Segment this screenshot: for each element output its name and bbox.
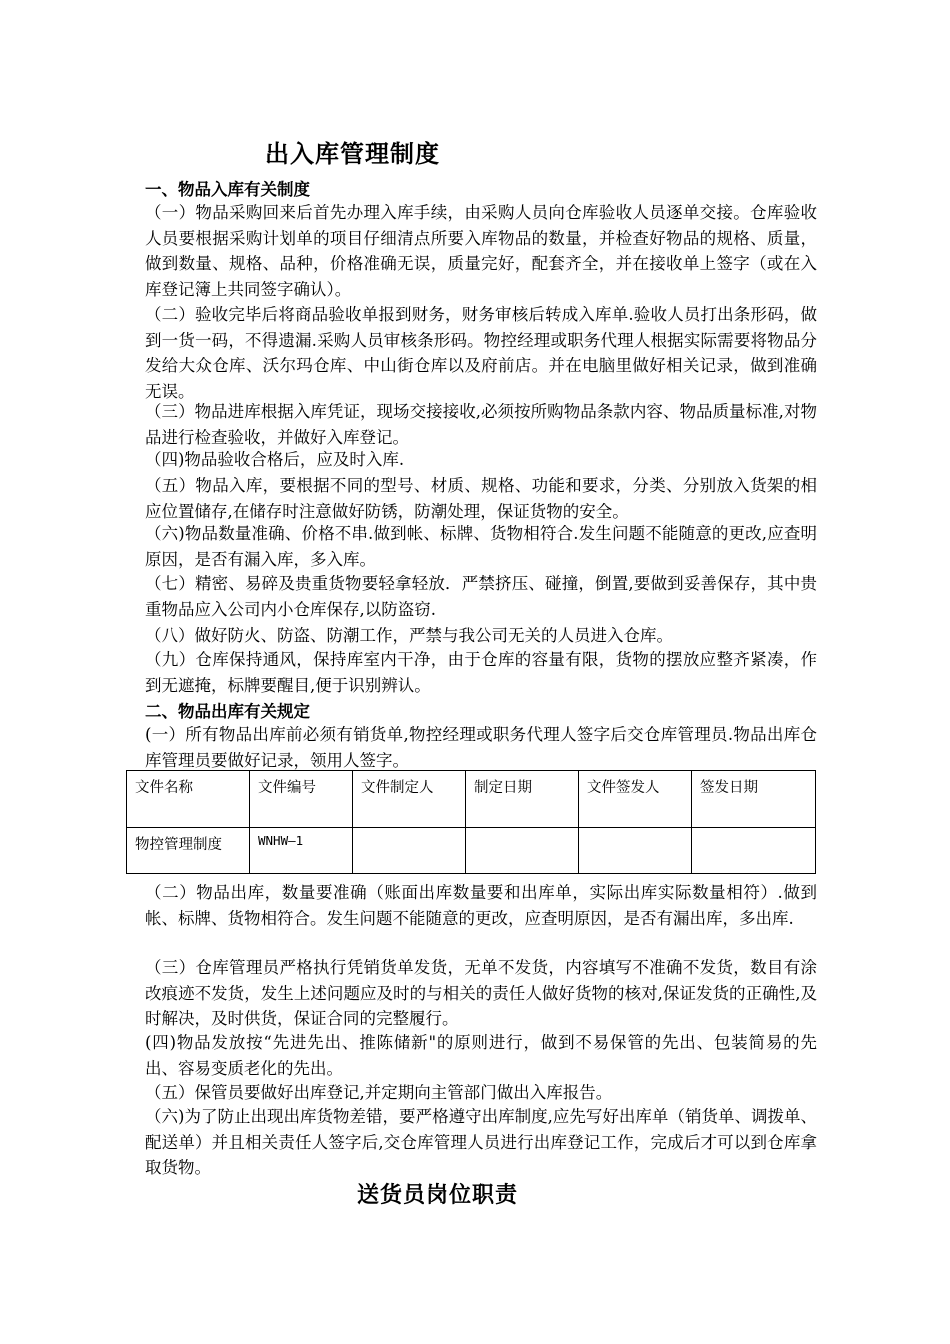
table-header-cell: 文件制定人 <box>353 771 466 828</box>
section1-heading: 一、物品入库有关制度 <box>145 180 310 199</box>
section1-paragraph-7: （七）精密、易碎及贵重货物要轻拿轻放．严禁挤压、碰撞，倒置,要做到妥善保存，其中贵重物品应入公司内小仓库保存,以防盗窃. <box>145 574 817 619</box>
section2-intro: (一）所有物品出库前必须有销货单,物控经理或职务代理人签字后交仓库管理员.物品出库仓库管理员要做好记录，领用人签字。 <box>145 725 817 770</box>
table-cell <box>353 828 466 874</box>
section2-paragraph-2: （二）物品出库，数量要准确（账面出库数量要和出库单，实际出库实际数量相符）.做到帐、标牌、货物相符合。发生问题不能随意的更改，应查明原因，是否有漏出库，多出库. <box>145 883 817 928</box>
table-cell <box>466 828 579 874</box>
section2-paragraph-4: (四)物品发放按“先进先出、推陈储新"的原则进行，做到不易保管的先出、包装简易的先出、容易变质老化的先出。 <box>145 1033 817 1078</box>
section-title-delivery-duties: 送货员岗位职责 <box>357 1183 519 1208</box>
table-header-cell: 文件签发人 <box>579 771 692 828</box>
table-row <box>127 828 816 874</box>
document-title: 出入库管理制度 <box>265 140 440 168</box>
section2-paragraph-3: （三）仓库管理员严格执行凭销货单发货，无单不发货，内容填写不准确不发货，数目有涂改痕迹不发货，发生上述问题应及时的与相关的责任人做好货物的核对,保证发货的正确性,及时解决，及时供货，保证合同的完整履行。 <box>145 958 817 1028</box>
table-cell <box>692 828 816 874</box>
section2-paragraph-6: （六)为了防止出现出库货物差错，要严格遵守出库制度,应先写好出库单（销货单、调拨单、配送单）并且相关责任人签字后,交仓库管理人员进行出库登记工作，完成后才可以到仓库拿取货物。 <box>145 1107 817 1177</box>
section1-paragraph-8: （八）做好防火、防盗、防潮工作，严禁与我公司无关的人员进入仓库。 <box>145 626 673 645</box>
section2-paragraph-5: （五）保管员要做好出库登记,并定期向主管部门做出入库报告。 <box>145 1083 613 1102</box>
table-header-cell: 签发日期 <box>692 771 816 828</box>
section2-heading: 二、物品出库有关规定 <box>145 702 310 721</box>
table-header-cell: 文件名称 <box>127 771 250 828</box>
table-header-cell: 文件编号 <box>250 771 353 828</box>
section1-paragraph-3: （三）物品进库根据入库凭证，现场交接接收,必须按所购物品条款内容、物品质量标准,对物品进行检查验收，并做好入库登记。 <box>145 402 817 447</box>
section1-paragraph-6: （六)物品数量准确、价格不串.做到帐、标牌、货物相符合.发生问题不能随意的更改,应查明原因，是否有漏入库，多入库。 <box>145 524 817 569</box>
section1-paragraph-4: （四)物品验收合格后，应及时入库. <box>145 450 405 469</box>
table-header-cell: 制定日期 <box>466 771 579 828</box>
section1-paragraph-1: （一）物品采购回来后首先办理入库手续，由采购人员向仓库验收人员逐单交接。仓库验收人员要根据采购计划单的项目仔细清点所要入库物品的数量，并检查好物品的规格、质量，做到数量、规格、品种，价格准确无误，质量完好，配套齐全，并在接收单上签字（或在入库登记簿上共同签字确认）。 <box>145 203 817 299</box>
table-cell: 物控管理制度 <box>127 828 250 874</box>
table-header-row <box>127 771 816 828</box>
table-cell <box>579 828 692 874</box>
document-info-table <box>126 770 816 874</box>
section1-paragraph-5: （五）物品入库，要根据不同的型号、材质、规格、功能和要求，分类、分别放入货架的相应位置储存,在储存时注意做好防锈，防潮处理，保证货物的安全。 <box>145 476 817 521</box>
section1-paragraph-2: （二）验收完毕后将商品验收单报到财务，财务审核后转成入库单.验收人员打出条形码，做到一货一码，不得遗漏.采购人员审核条形码。物控经理或职务代理人根据实际需要将物品分发给大众仓库、沃尔玛仓库、中山街仓库以及府前店。并在电脑里做好相关记录，做到准确无误。 <box>145 305 817 401</box>
table-cell: WNHW—1 <box>250 828 353 874</box>
section1-paragraph-9: （九）仓库保持通风，保持库室内干净，由于仓库的容量有限，货物的摆放应整齐紧凑，作到无遮掩，标牌要醒目,便于识别辨认。 <box>145 650 817 695</box>
